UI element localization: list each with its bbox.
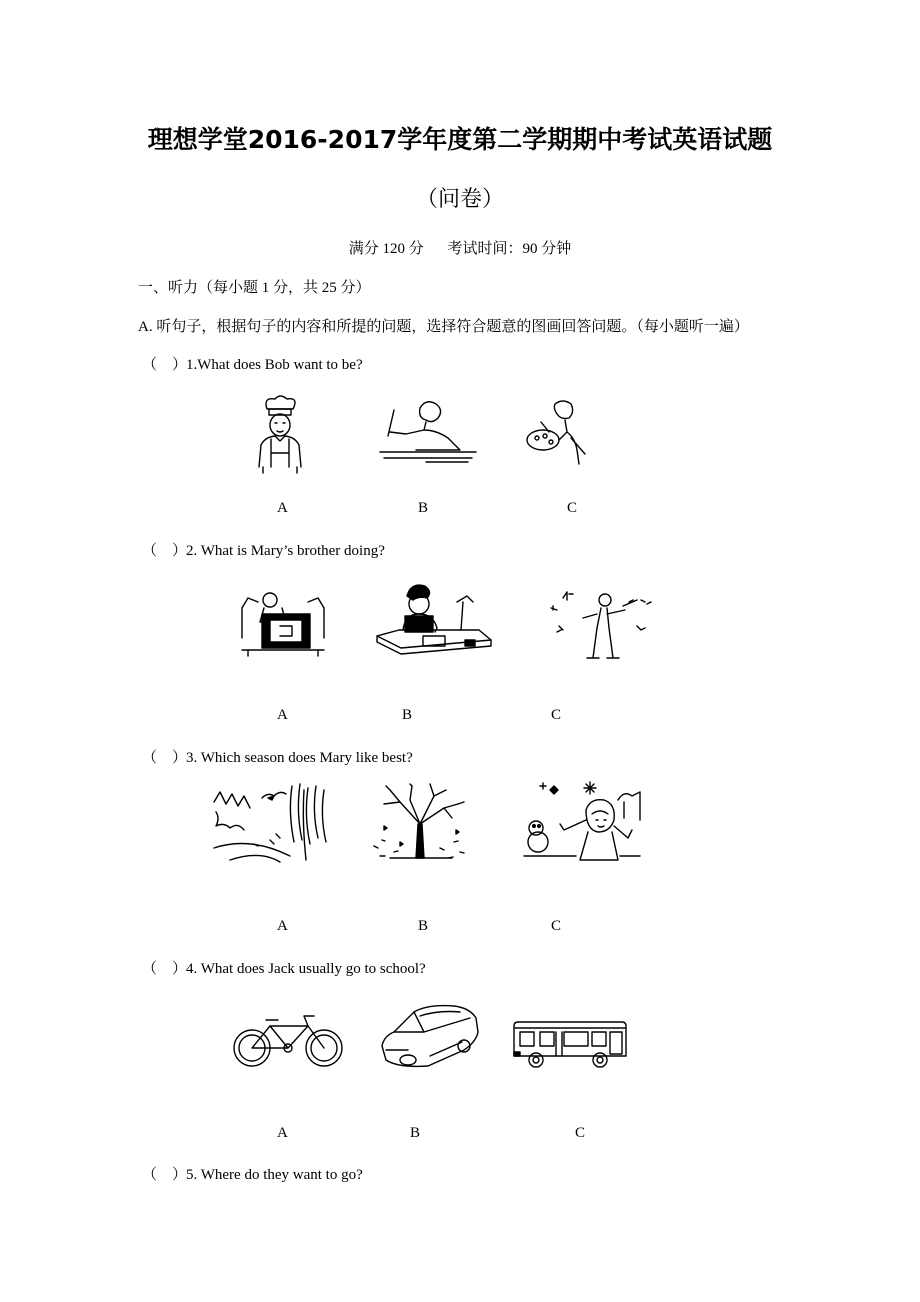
question-text: 2. What is Mary’s brother doing? — [186, 543, 385, 559]
teacher-pointing-icon — [376, 400, 486, 465]
option-label: C — [551, 918, 562, 934]
option-label: B — [410, 1125, 421, 1141]
part-a-instructions: A. 听句子，根据句子的内容和所提的问题，选择符合题意的图画回答问题。（每小题听一遍） — [138, 319, 749, 335]
answer-blank[interactable]: （ ） — [142, 750, 188, 766]
playing-music-icon — [545, 588, 655, 663]
painter-palette-icon — [525, 398, 595, 468]
option-label: B — [418, 500, 429, 516]
studying-desk-icon — [375, 582, 495, 662]
option-label: C — [551, 707, 562, 723]
option-label: A — [277, 1125, 288, 1141]
section-heading: 一、听力（每小题 1 分，共 25 分） — [138, 280, 371, 296]
question-2 — [142, 539, 385, 560]
exam-meta — [0, 237, 920, 258]
option-label: B — [418, 918, 429, 934]
watching-tv-icon — [238, 588, 326, 658]
option-label: B — [402, 707, 413, 723]
autumn-tree-icon — [370, 782, 470, 862]
question-text: 4. What does Jack usually go to school? — [186, 961, 426, 977]
full-score: 满分 120 分 — [348, 241, 424, 257]
winter-snowman-icon — [520, 780, 642, 862]
chef-icon — [245, 395, 315, 475]
exam-time: 考试时间：90 分钟 — [447, 241, 572, 257]
question-4 — [142, 957, 426, 978]
option-label: C — [575, 1125, 586, 1141]
exam-subtitle: （问卷） — [415, 187, 504, 212]
option-label: A — [277, 918, 288, 934]
question-text: 1.What does Bob want to be? — [186, 357, 363, 373]
answer-blank[interactable]: （ ） — [142, 1167, 188, 1183]
question-text: 5. Where do they want to go? — [186, 1167, 363, 1183]
bus-icon — [512, 1018, 628, 1072]
car-icon — [378, 1002, 482, 1072]
question-text: 3. Which season does Mary like best? — [186, 750, 413, 766]
bicycle-icon — [230, 1012, 346, 1068]
spring-willow-icon — [210, 782, 332, 864]
question-3 — [142, 746, 413, 767]
question-1 — [142, 353, 363, 374]
option-label: C — [567, 500, 578, 516]
question-5 — [142, 1163, 363, 1184]
option-label: A — [277, 707, 288, 723]
answer-blank[interactable]: （ ） — [142, 543, 188, 559]
answer-blank[interactable]: （ ） — [142, 357, 188, 373]
exam-title: 理想学堂2016-2017学年度第二学期期中考试英语试题 — [147, 125, 773, 154]
answer-blank[interactable]: （ ） — [142, 961, 188, 977]
option-label: A — [277, 500, 288, 516]
